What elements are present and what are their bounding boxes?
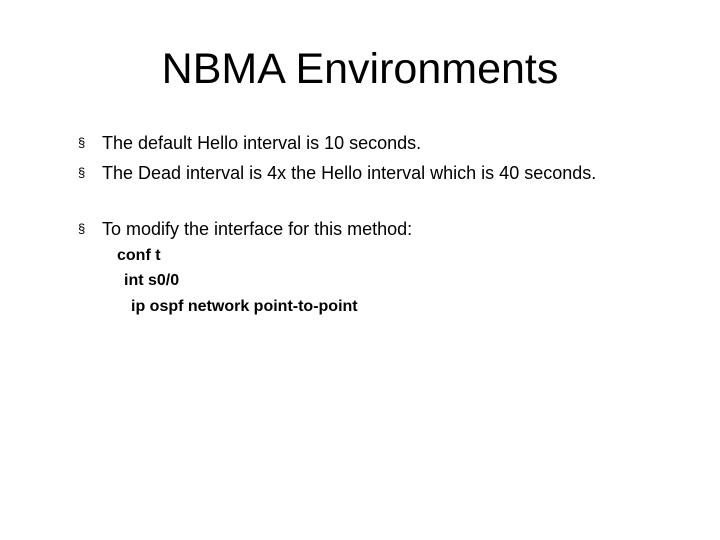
bullet-item: [78, 162, 596, 184]
command-line: conf t: [117, 247, 161, 264]
bullet-text: The default Hello interval is 10 seconds.: [102, 133, 422, 153]
bullet-text: To modify the interface for this method:: [102, 219, 413, 239]
bullet-item: [78, 132, 421, 154]
command-line: int s0/0: [124, 272, 180, 289]
bullet-marker: §: [78, 221, 86, 236]
slide-title: NBMA Environments: [161, 45, 559, 93]
bullet-marker: §: [78, 165, 86, 180]
command-line: ip ospf network point-to-point: [131, 298, 358, 315]
bullet-text: The Dead interval is 4x the Hello interval which is 40 seconds.: [102, 163, 597, 183]
bullet-item: [78, 218, 412, 240]
bullet-marker: §: [78, 135, 86, 150]
